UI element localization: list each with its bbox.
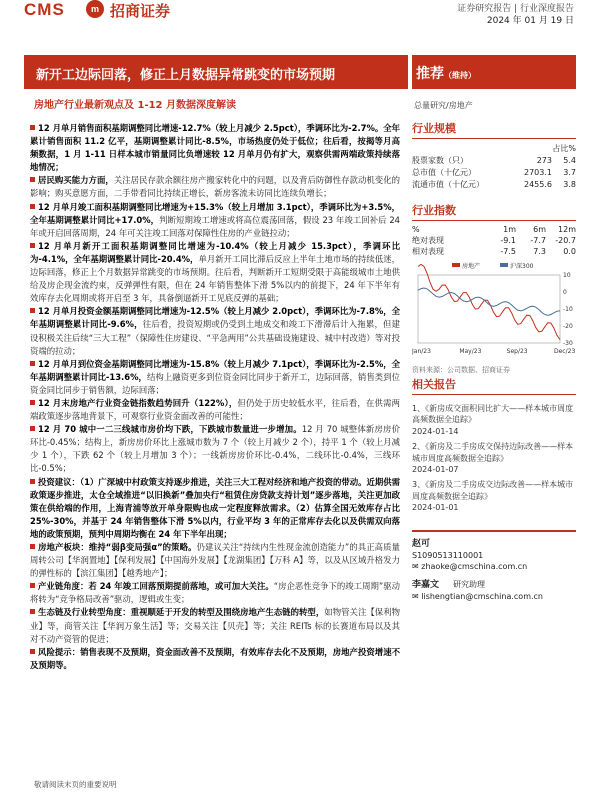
legend-swatch-2 (500, 263, 508, 267)
email-icon: ✉ (412, 562, 422, 571)
logo-icon: m (86, 0, 104, 18)
legend-label-1: 房地产 (462, 263, 481, 270)
legend-swatch-1 (452, 263, 460, 267)
logo-cms: CMS (24, 0, 65, 19)
paragraph-emphasis: 12 月 70 城中一二三线城市房价均下跌，下跌城市数量进一步增加。 (38, 424, 302, 435)
perf-value: 7.3 (533, 247, 546, 256)
scale-share: 5.4 (563, 155, 576, 165)
scale-col-header: 占比% (552, 143, 576, 153)
report-date: 2024 年 01 月 19 日 (486, 16, 574, 26)
industry-index-section (412, 202, 576, 375)
perf-value: -7.7 (530, 236, 546, 245)
scale-row (412, 178, 576, 190)
paragraph-text: 12 月 70 城整体新房房价环比-0.45%；结构上，新房房价环比上涨城市数为 7 个（较上月减少 2 个），持平 1 个（较上月减少 1 个），下跌 62 个（较上月增加 3 个）；一线新房房价环比-0.4%，二线环比-0.4%，三线环比-0.5%； (30, 424, 400, 474)
related-report-item (412, 403, 576, 437)
paragraph-emphasis: 投资建议：（1）广深城中村政策支持逐步推进，关注三大工程对经济和地产投资的带动。近期供需政策逐步推进，太仓全域推进“以旧换新”叠加央行“租赁住房贷款支持计划”逐步落地，关注更加政策在供给端的作用，上海青浦等放开单身限购也成一定程度释放需求。（2）估算全国无效库存占比 25%-30%，并基于 24 年销售整体下滑 5%以内，行业平均 3 年的正常库存去化以及供需双向落地的政策预期，预判中周期均衡在 24 年下半年出现； (30, 476, 400, 539)
perf-col-header: 6m (533, 225, 546, 234)
bullet-square-icon (30, 125, 35, 130)
body-paragraph (30, 606, 400, 645)
bullet-square-icon (30, 609, 35, 614)
analyst-role: 研究助理 (453, 580, 486, 589)
perf-label: 相对表现 (412, 247, 444, 256)
bullet-square-icon (30, 400, 35, 405)
related-report-date: 2024-01-01 (412, 503, 459, 513)
paragraph-text: 仍建议关注“持续内生性现金流创造能力”的具正高质量周转公司【华润置地】【保利发展】【中国海外发展】【龙湖集团】【万科 A】等，以及从区域升格发力的弹性标的【滨江集团】【越秀地产】； (30, 542, 400, 579)
paragraph-emphasis: 居民购买能力方面， (38, 175, 114, 186)
bullet-square-icon (30, 426, 35, 431)
x-tick-label: Sep/23 (506, 348, 528, 355)
rating-banner (412, 55, 576, 89)
analyst-email (412, 592, 576, 601)
analyst-name-line (412, 577, 576, 590)
report-title: 新开工边际回落，修正上月数据异常跳变的市场预期 (36, 68, 336, 83)
body-paragraph (30, 201, 400, 240)
y-tick-label: -30 (563, 340, 573, 347)
y-tick-label: -20 (563, 323, 573, 330)
paragraph-emphasis: 产业链角度：若 24 年竣工回落预期提前落地，或可加大关注。 (38, 581, 274, 592)
perf-row (412, 235, 576, 246)
scale-label: 股票家数（只） (412, 155, 468, 165)
analyst-block (412, 536, 576, 571)
perf-row (412, 246, 576, 257)
paragraph-text: 关注居民存款余额往房产搬家转化中的问题，以及背后防御性存款动机变化的影响；购买意愿方面，二手带看同比持续正增长，新房客流未访同比连续负增长； (30, 175, 400, 199)
scale-label: 流通市值（十亿元） (412, 179, 484, 189)
paragraph-emphasis: 12 月单月投资金额基期调整同比增速为-12.5%（较上月减少 2.0pct），季调环比为-7.8%，全年基期调整累计同比-9.6%， (30, 306, 400, 330)
paragraph-emphasis: 风险提示：销售表现不及预期，资金面改善不及预期，有效库存去化不及预期，房地产投资增速不及预期等。 (30, 646, 400, 670)
scale-row (412, 166, 576, 178)
analyst-type: 总量研究/房地产 (414, 101, 473, 110)
bullet-square-icon (30, 583, 35, 588)
analyst-email-text: zhaoke@cmschina.com.cn (421, 562, 528, 571)
scale-value: 273 (536, 155, 552, 165)
series-line-2 (418, 288, 560, 315)
bullet-square-icon (30, 544, 35, 549)
report-header (0, 0, 600, 36)
related-report-item (412, 441, 576, 475)
body-paragraph (30, 358, 400, 397)
related-report-title: 1、《新房成交面积同比扩大——样本城市周度高频数据全追踪》 (412, 404, 574, 425)
paragraph-text: 如物管关注【保利物业】等，商管关注【华润万象生活】等；交易关注【贝壳】等；关注 REITs 标的长赛道布局以及其对不动产资管的促进； (30, 607, 401, 644)
rating-sub: （维持） (444, 71, 476, 80)
related-reports-section (412, 376, 576, 518)
paragraph-emphasis: 12 月末房地产行业资金链指数趋势回升（122%）， (38, 397, 238, 408)
body-paragraph (30, 646, 400, 672)
scale-row (412, 154, 576, 166)
logo-cn: 招商证券 (110, 2, 171, 20)
chart-source: 资料来源：公司数据、招商证券 (412, 366, 510, 374)
analyst-name: 赵可 (412, 539, 431, 549)
scale-share: 3.8 (563, 179, 576, 189)
perf-col-header: % (412, 225, 420, 234)
title-banner (24, 55, 408, 89)
paragraph-text: 单月新开工同比滞后反应上半年土地市场的持续低迷，边际回落，修正上个月数据异常跳变的市场预期。往后看，判断新开工短期受限于高能级城市土地供给及房企现金流约束，反弹弹性有限，但在 24 年销售整体下滑 5%以内的前提下，24 年下半年有效库存去化周期或将开启至 3 年，具备倒逼新开工见底反弹的基础； (30, 253, 401, 304)
rating-label: 推荐（维持） (416, 66, 476, 82)
body-paragraph (30, 476, 400, 541)
email-icon: ✉ (412, 592, 422, 601)
related-report-date: 2024-01-14 (412, 426, 459, 436)
analyst-block (412, 577, 576, 601)
scale-value: 2455.6 (524, 179, 552, 189)
x-tick-label: May/23 (459, 348, 482, 355)
body-paragraph (30, 423, 400, 475)
scale-label: 总市值（十亿元） (412, 167, 476, 177)
body-paragraph (30, 305, 400, 357)
analyst-license: S1090513110001 (412, 551, 484, 560)
index-chart (412, 259, 576, 363)
footer-note: 敬请阅读末页的重要说明 (34, 780, 117, 789)
x-tick-label: Dec/23 (554, 348, 576, 355)
perf-value: 0.0 (563, 247, 576, 256)
paragraph-text: 往后看，投资短期或仍受到土地成交和竣工下滑滞后计入拖累，但建设积极关注后续“三大工程”（保障性住房建设、“平急两用”公共基础设施建设、城中村改造）等对投资端的拉动； (30, 319, 400, 356)
bullet-square-icon (30, 204, 35, 209)
bullet-square-icon (30, 479, 35, 484)
paragraph-text: 判断短期竣工增速或将高位震荡回落，假设 23 年竣工回补后 24 年或开启回落周期，24 年可关注竣工回落对保障性住房的产业链拉动； (30, 214, 400, 238)
body-paragraph (30, 174, 400, 200)
related-report-item (412, 479, 576, 513)
perf-label: 绝对表现 (412, 236, 444, 245)
bullet-square-icon (30, 177, 35, 182)
legend-label-2: 沪深300 (510, 263, 534, 270)
perf-col-header: 1m (503, 225, 516, 234)
paragraph-emphasis: 生态链及行业转型角度：重视顺延于开发的转型及围绕房地产生态链的转型， (38, 607, 325, 618)
paragraph-emphasis: 12 月单月竣工面积基期调整同比增速为+15.3%（较上月增加 3.1pct），季调环比为+3.5%，全年基期调整累计同比+17.0%， (30, 201, 400, 225)
industry-scale-section (412, 120, 576, 190)
analyst-name: 李嘉文 (412, 580, 440, 590)
analyst-email-text: lishengtian@cmschina.com.cn (421, 592, 543, 601)
related-report-title: 2、《新房及二手房成交保持边际改善——样本城市周度高频数据全追踪》 (412, 442, 574, 463)
bullet-square-icon (30, 308, 35, 313)
y-tick-label: -10 (563, 306, 573, 313)
bullet-square-icon (30, 243, 35, 248)
perf-col-header: 12m (558, 225, 576, 234)
scale-value: 2703.1 (524, 167, 552, 177)
perf-value: -20.7 (555, 236, 576, 245)
paragraph-text: “房企恶性竞争下的竣工周期”驱动将转为“竞争格局改善”驱动，逻辑或生变； (30, 581, 400, 605)
body-paragraph (30, 240, 400, 305)
industry-scale-heading: 行业规模 (412, 120, 576, 139)
perf-value: -9.1 (500, 236, 516, 245)
related-report-title: 3、《新房及二手房成交边际改善——样本城市周度高频数据全追踪》 (412, 480, 574, 501)
paragraph-emphasis: 12 月单月到位资金基期调整同比增速为-15.8%（较上月减少 7.1pct），季调环比为-2.5%，全年基期调整累计同比-13.6%， (30, 358, 400, 382)
related-reports-heading: 相关报告 (412, 376, 576, 395)
paragraph-emphasis: 12 月单月新开工面积基期调整同比增速为-10.4%（较上月减少 15.3pct），季调环比为-4.1%，全年基期调整累计同比-20.4%， (30, 240, 400, 264)
analyst-name-line (412, 536, 576, 549)
y-tick-label: 10 (563, 272, 571, 279)
perf-value: -7.5 (500, 247, 516, 256)
body-paragraph (30, 541, 400, 580)
paragraph-text: 但仍处于历史较低水平，往后看，在供需两端政策逐步落地背景下，可观察行业资金面改善的可能性； (30, 397, 401, 422)
report-type: 证券研究报告 | 行业深度报告 (457, 4, 574, 14)
paragraph-emphasis: 12 月单月销售面积基期调整同比增速-12.7%（较上月减少 2.5pct），季调环比为-2.7%。全年累计销售面积 11.2 亿平，基期调整累计同比-8.5%，市场热度仍处于低位；往后看，按揭等月高频数据，1 月 1-11 日样本城市销量同比负增速较 12 月单月仍有扩大，观察供需两端政策持续落地情况； (30, 123, 400, 173)
bullet-square-icon (30, 649, 35, 654)
analyst-email (412, 562, 576, 571)
bullet-square-icon (30, 361, 35, 366)
y-tick-label: 0 (563, 289, 567, 296)
series-line-1 (418, 264, 560, 339)
body-paragraph (30, 580, 400, 606)
scale-share: 3.7 (563, 167, 576, 177)
analysts-section (412, 530, 576, 607)
body-paragraph (30, 397, 400, 423)
body-paragraph (30, 122, 400, 174)
x-tick-label: Jan/23 (412, 348, 431, 355)
main-body (30, 122, 400, 672)
paragraph-emphasis: 房地产板块：维持“弱β变局强α”的策略。 (38, 542, 197, 552)
perf-header (412, 224, 576, 235)
performance-table (412, 224, 576, 257)
report-subtitle: 房地产行业最新观点及 1-12 月数据深度解读 (34, 100, 236, 111)
paragraph-text: 结构上融资更多到位资金同比同步于新开工，边际回落，销售类到位资金同比同步于销售额，边际回落； (30, 371, 401, 395)
related-report-date: 2024-01-07 (412, 465, 459, 475)
industry-index-heading: 行业指数 (412, 202, 576, 221)
